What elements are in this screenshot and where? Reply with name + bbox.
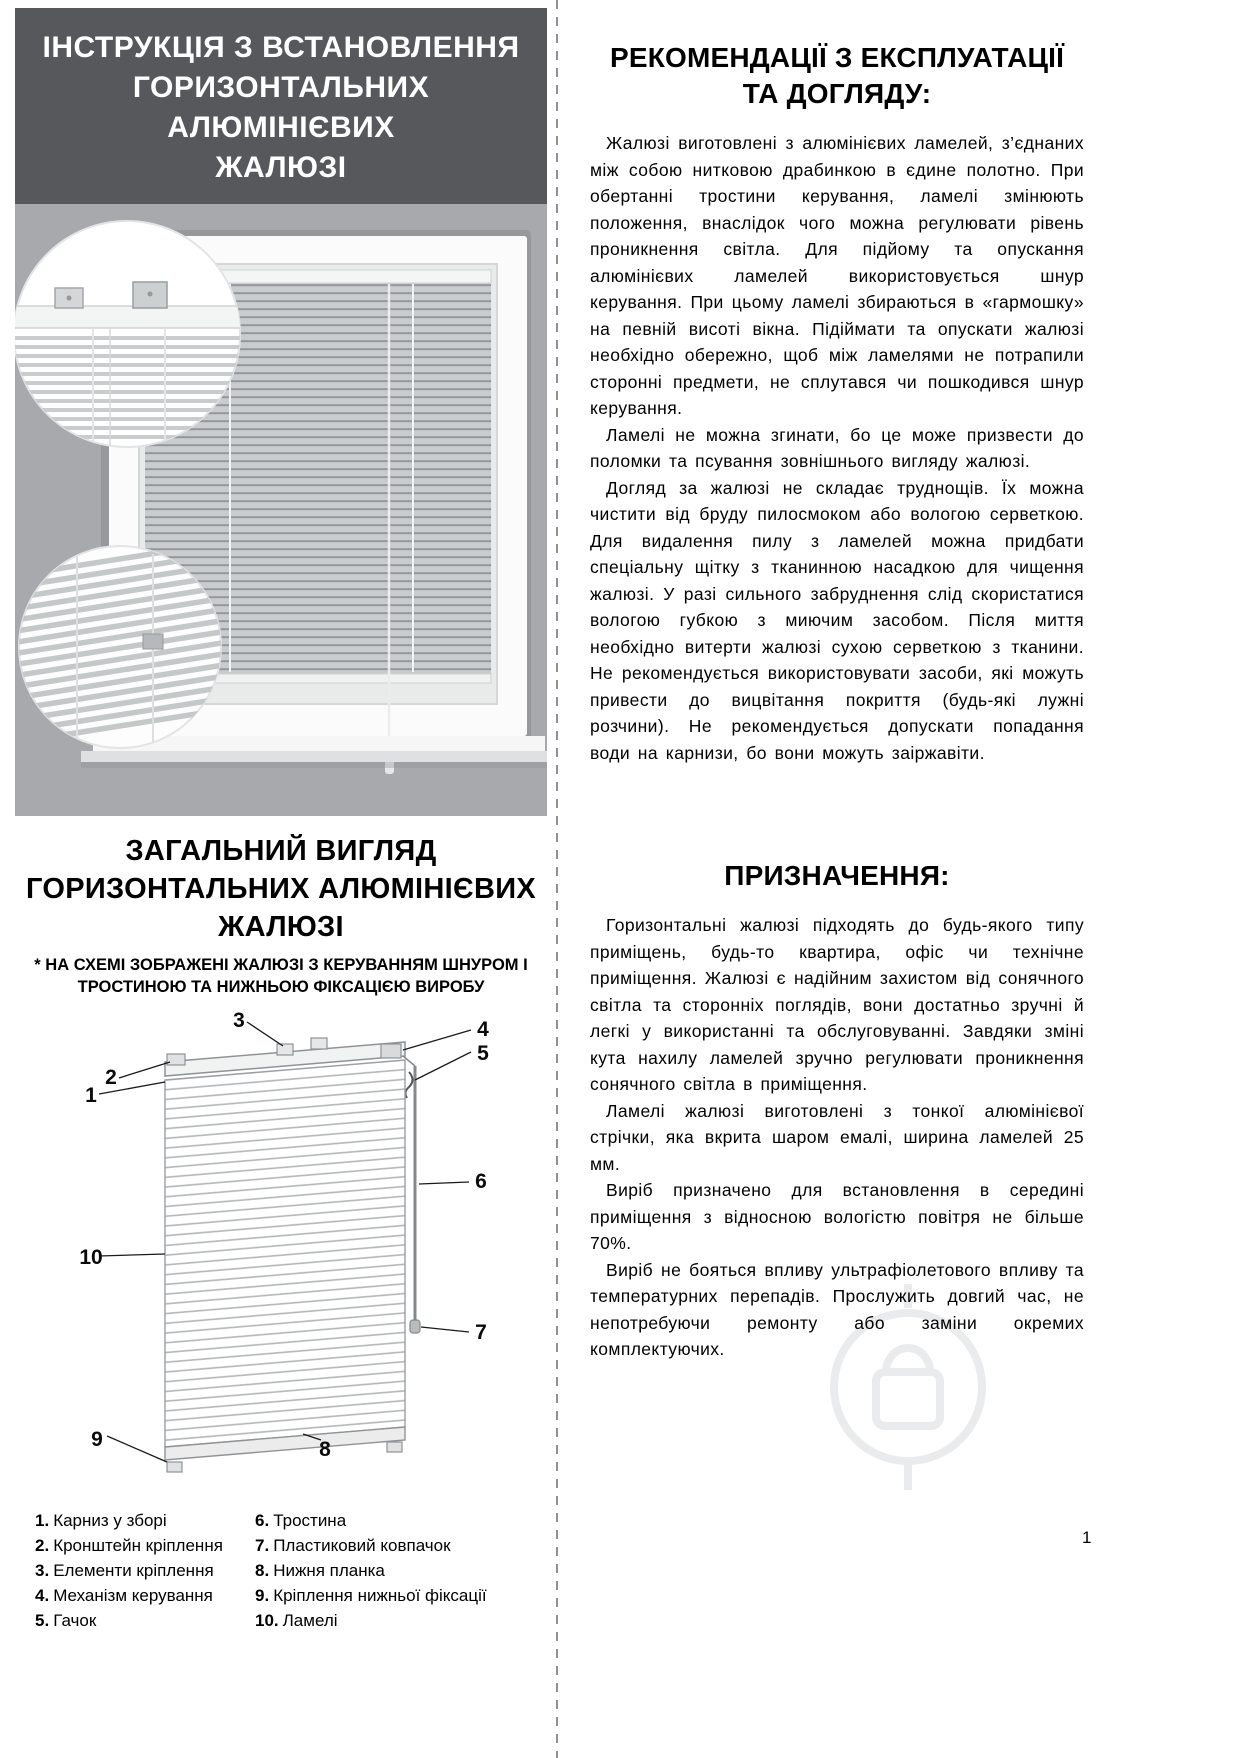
page-number: 1 (1082, 1528, 1092, 1547)
cord-hook (405, 1072, 412, 1098)
legend-num: 10. (255, 1611, 279, 1630)
legend-item (255, 1583, 547, 1608)
diagram-label-2: 2 (105, 1066, 117, 1089)
diagram-label-5: 5 (477, 1042, 489, 1065)
legend-column-1 (15, 1508, 255, 1633)
diagram-label-10: 10 (79, 1246, 103, 1269)
legend-num: 6. (255, 1511, 270, 1530)
legend-label: Пластиковий ковпачок (273, 1536, 451, 1555)
legend-item (35, 1558, 255, 1583)
overview-title (15, 832, 547, 946)
fold-dashed-line (556, 0, 558, 1758)
legend-num: 8. (255, 1561, 270, 1580)
legend-item (255, 1533, 547, 1558)
legend-label: Кріплення нижньої фіксації (273, 1586, 487, 1605)
legend-item (35, 1533, 255, 1558)
installation-title-line3: ЖАЛЮЗІ (215, 151, 347, 184)
parts-legend (15, 1508, 547, 1633)
legend-label: Тростина (273, 1511, 347, 1530)
paragraph: Жалюзі виготовлені з алюмінієвих ламелей, з’єднаних між собою нитковою драбинкою в єдине полотно. При обертанні тростини керування, ламелі змінюють положення, внаслідок чого можна регулювати рівень проникнення світла. Для підйому та опускання алюмінієвих ламелей використовується шнур керування. При цьому ламелі збираються в «гармошку» на певній висоті вікна. Підіймати та опускати жалюзі необхідно обережно, щоб між ламелями не потрапили сторонні предмети, не сплутався чи пошкодився шнур керування. (590, 133, 1084, 418)
legend-label: Кронштейн кріплення (53, 1536, 223, 1555)
overview-note-line2: ТРОСТИНОЮ ТА НИЖНЬОЮ ФІКСАЦІЄЮ ВИРОБУ (77, 978, 485, 996)
purpose-text (590, 912, 1084, 1363)
legend-label: Нижня планка (273, 1561, 385, 1580)
legend-num: 1. (35, 1511, 50, 1530)
diagram-label-4: 4 (477, 1018, 489, 1041)
legend-label: Гачок (53, 1611, 97, 1630)
legend-item (35, 1608, 255, 1633)
recommendations-text (590, 130, 1084, 766)
overview-title-line2: ГОРИЗОНТАЛЬНИХ АЛЮМІНІЄВИХ (26, 873, 536, 905)
paragraph: Догляд за жалюзі не складає труднощів. Їх можна чистити від бруду пилосмоком або вологою серветкою. Для видалення пилу з ламелей можна придбати спеціальну щітку з тканинною насадкою для чищення жалюзі. У разі сильного забруднення слід скористатися вологою губкою з миючим засобом. Після миття необхідно витерти жалюзі сухою серветкою з тканини. Не рекомендується використовувати засоби, які можуть привести до вицвітання покриття (будь-які лужні розчини). Не рекомендується допускати попадання води на карнизи, бо вони можуть заіржавіти. (590, 477, 1084, 763)
legend-num: 3. (35, 1561, 50, 1580)
fixing-clip-b (311, 1038, 327, 1049)
right-column (590, 40, 1084, 1363)
blinds-diagram (15, 1004, 547, 1506)
legend-num: 9. (255, 1586, 270, 1605)
wand-cap (410, 1320, 420, 1333)
legend-label: Карниз у зборі (53, 1511, 167, 1530)
control-mechanism (381, 1044, 401, 1058)
paragraph: Ламелі жалюзі виготовлені з тонкої алюмінієвої стрічки, яка вкрита шаром емалі, ширина ламелей 25 мм. (590, 1100, 1084, 1174)
diagram-label-9: 9 (91, 1428, 103, 1451)
legend-num: 5. (35, 1611, 50, 1630)
installation-instruction-box (15, 8, 547, 816)
legend-label: Ламелі (282, 1611, 338, 1630)
installation-title (15, 8, 547, 204)
legend-item (255, 1508, 547, 1533)
legend-num: 7. (255, 1536, 270, 1555)
legend-item (255, 1558, 547, 1583)
purpose-title: ПРИЗНАЧЕННЯ: (724, 860, 950, 891)
bottom-fixation-right (387, 1442, 402, 1452)
installation-title-line1: ІНСТРУКЦІЯ З ВСТАНОВЛЕННЯ (42, 31, 520, 64)
diagram-label-7: 7 (475, 1321, 487, 1344)
slats-body (165, 1060, 405, 1447)
recommendations-title-line1: РЕКОМЕНДАЦІЇ З ЕКСПЛУАТАЦІЇ (609, 42, 1065, 73)
bottom-fixation-left (167, 1462, 182, 1472)
overview-title-line3: ЖАЛЮЗІ (218, 911, 344, 943)
left-column (15, 8, 547, 1633)
paragraph: Горизонтальні жалюзі підходять до будь-якого типу приміщень, будь-то квартира, офіс чи технічне приміщення. Жалюзі є надійним захистом від сонячного світла та сторонніх поглядів, вони достатньо зручні й легкі у використанні та обслуговуванні. Завдяки зміні кута нахилу ламелей зручно регулювати проникнення сонячного світла в приміщення. (590, 915, 1084, 1094)
diagram-label-1: 1 (85, 1084, 97, 1107)
recommendations-title-line2: ТА ДОГЛЯДУ: (742, 78, 932, 109)
legend-item (255, 1608, 547, 1633)
mount-bracket (167, 1054, 185, 1065)
paragraph: Ламелі не можна згинати, бо це може призвести до поломки та псування зовнішнього вигляду жалюзі. (590, 424, 1084, 471)
paragraph: Виріб призначено для встановлення в середині приміщення з відносною вологістю повітря не більше 70%. (590, 1180, 1084, 1253)
overview-note-line1: * НА СХЕМІ ЗОБРАЖЕНІ ЖАЛЮЗІ З КЕРУВАННЯМ ШНУРОМ І (34, 956, 528, 974)
recommendations-title (590, 40, 1084, 112)
overview-title-line1: ЗАГАЛЬНИЙ ВИГЛЯД (125, 835, 437, 867)
legend-item (35, 1508, 255, 1533)
legend-num: 2. (35, 1536, 50, 1555)
overview-note (15, 954, 547, 998)
diagram-label-8: 8 (319, 1438, 331, 1461)
diagram-label-3: 3 (233, 1009, 245, 1032)
fixing-clip-a (277, 1044, 293, 1055)
paragraph: Виріб не бояться впливу ультрафіолетового впливу та температурних перепадів. Прослужить довгий час, не непотребуючи ремонту або заміни окремих комплектуючих. (590, 1259, 1084, 1359)
legend-num: 4. (35, 1586, 50, 1605)
legend-label: Елементи кріплення (53, 1561, 214, 1580)
legend-label: Механізм керування (53, 1586, 213, 1605)
legend-column-2 (255, 1508, 547, 1633)
window-illustration (15, 204, 547, 816)
diagram-label-6: 6 (475, 1170, 487, 1193)
legend-item (35, 1583, 255, 1608)
installation-title-line2: ГОРИЗОНТАЛЬНИХ АЛЮМІНІЄВИХ (132, 71, 430, 144)
